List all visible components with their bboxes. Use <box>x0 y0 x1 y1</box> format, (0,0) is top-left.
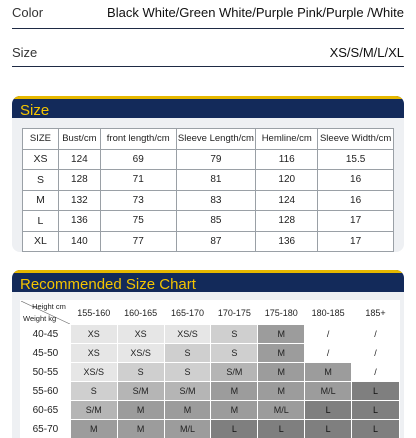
size-label: Size <box>12 44 38 60</box>
recommended-size-cell: M <box>211 382 258 401</box>
recommended-size-cell: XS/S <box>70 363 117 382</box>
size-table-header-row <box>23 129 394 150</box>
recommended-size-cell: XS/S <box>164 325 211 344</box>
recommended-size-cell: M <box>258 325 305 344</box>
measurement-cell: 75 <box>100 211 176 232</box>
color-row <box>12 0 404 24</box>
size-divider <box>12 66 404 67</box>
size-table-header: Sleeve Width/cm <box>318 129 394 150</box>
corner-weight-label: Weight kg <box>23 314 57 323</box>
recommended-size-cell: S <box>70 382 117 401</box>
height-range-header: 185+ <box>352 301 400 325</box>
table-row <box>23 149 394 170</box>
recommended-size-cell: M <box>211 401 258 420</box>
recommended-size-cell: L <box>352 401 400 420</box>
height-range-header: 155-160 <box>70 301 117 325</box>
measurement-cell: 17 <box>318 211 394 232</box>
recommended-panel <box>12 270 404 438</box>
size-row <box>12 40 404 64</box>
recommended-size-cell: / <box>352 344 400 363</box>
measurement-cell: 77 <box>100 231 176 252</box>
table-row <box>21 344 400 363</box>
size-table-header: SIZE <box>23 129 59 150</box>
size-table <box>22 128 394 252</box>
table-row <box>21 363 400 382</box>
corner-height-label: Height cm <box>32 302 66 311</box>
size-cell: M <box>23 190 59 211</box>
size-cell: XL <box>23 231 59 252</box>
recommended-size-cell: S/M <box>117 382 164 401</box>
recommended-size-cell: S <box>164 344 211 363</box>
recommended-size-cell: S <box>211 344 258 363</box>
color-value: Black White/Green White/Purple Pink/Purple /White <box>107 4 404 20</box>
recommended-size-cell: S/M <box>70 401 117 420</box>
recommended-size-cell: / <box>352 363 400 382</box>
size-cell: S <box>23 170 59 191</box>
measurement-cell: 87 <box>176 231 256 252</box>
size-panel <box>12 96 404 252</box>
recommended-size-cell: / <box>305 325 352 344</box>
recommended-size-cell: XS <box>70 344 117 363</box>
size-table-header: Sleeve Length/cm <box>176 129 256 150</box>
measurement-cell: 116 <box>256 149 318 170</box>
recommended-size-cell: M <box>70 420 117 438</box>
weight-range-cell: 60-65 <box>21 401 71 420</box>
recommended-size-cell: M <box>305 363 352 382</box>
weight-range-cell: 55-60 <box>21 382 71 401</box>
measurement-cell: 16 <box>318 170 394 191</box>
measurement-cell: 120 <box>256 170 318 191</box>
recommended-size-cell: M/L <box>164 420 211 438</box>
measurement-cell: 16 <box>318 190 394 211</box>
recommended-size-cell: M <box>117 401 164 420</box>
measurement-cell: 128 <box>256 211 318 232</box>
color-divider <box>12 28 404 29</box>
size-table-header: Hemline/cm <box>256 129 318 150</box>
size-table-header: front length/cm <box>100 129 176 150</box>
weight-range-cell: 40-45 <box>21 325 71 344</box>
height-range-header: 160-165 <box>117 301 164 325</box>
size-panel-title: Size <box>12 96 404 118</box>
weight-range-cell: 50-55 <box>21 363 71 382</box>
measurement-cell: 81 <box>176 170 256 191</box>
color-label: Color <box>12 4 44 20</box>
recommended-panel-title: Recommended Size Chart <box>12 270 404 292</box>
height-range-header: 165-170 <box>164 301 211 325</box>
size-value: XS/S/M/L/XL <box>329 44 404 60</box>
measurement-cell: 79 <box>176 149 256 170</box>
measurement-cell: 15.5 <box>318 149 394 170</box>
measurement-cell: 71 <box>100 170 176 191</box>
table-row <box>21 420 400 438</box>
size-table-header: Bust/cm <box>58 129 100 150</box>
measurement-cell: 17 <box>318 231 394 252</box>
recommended-size-cell: M/L <box>305 382 352 401</box>
height-range-header: 170-175 <box>211 301 258 325</box>
height-range-header: 175-180 <box>258 301 305 325</box>
recommended-size-cell: XS <box>117 325 164 344</box>
table-row <box>21 401 400 420</box>
table-row <box>23 231 394 252</box>
recommended-size-cell: M <box>258 344 305 363</box>
recommended-size-cell: M/L <box>258 401 305 420</box>
recommended-size-cell: S/M <box>164 382 211 401</box>
recommended-size-cell: M <box>164 401 211 420</box>
measurement-cell: 85 <box>176 211 256 232</box>
recommended-size-cell: / <box>305 344 352 363</box>
measurement-cell: 73 <box>100 190 176 211</box>
recommended-size-cell: L <box>211 420 258 438</box>
recommended-header-row <box>21 301 400 325</box>
measurement-cell: 136 <box>256 231 318 252</box>
size-cell: XS <box>23 149 59 170</box>
table-row <box>21 325 400 344</box>
recommended-size-cell: M <box>258 382 305 401</box>
height-range-header: 180-185 <box>305 301 352 325</box>
recommended-size-cell: XS <box>70 325 117 344</box>
recommended-size-cell: S <box>211 325 258 344</box>
measurement-cell: 136 <box>58 211 100 232</box>
recommended-size-cell: M <box>117 420 164 438</box>
weight-range-cell: 65-70 <box>21 420 71 438</box>
recommended-size-cell: S <box>164 363 211 382</box>
recommended-size-cell: / <box>352 325 400 344</box>
measurement-cell: 132 <box>58 190 100 211</box>
recommended-size-cell: L <box>305 420 352 438</box>
measurement-cell: 69 <box>100 149 176 170</box>
table-row <box>23 211 394 232</box>
table-row <box>23 170 394 191</box>
height-weight-corner <box>21 301 71 325</box>
recommended-size-cell: L <box>352 420 400 438</box>
size-cell: L <box>23 211 59 232</box>
recommended-table <box>20 300 400 438</box>
recommended-size-cell: XS/S <box>117 344 164 363</box>
recommended-size-cell: L <box>258 420 305 438</box>
recommended-size-cell: S/M <box>211 363 258 382</box>
table-row <box>21 382 400 401</box>
measurement-cell: 128 <box>58 170 100 191</box>
recommended-size-cell: S <box>117 363 164 382</box>
recommended-size-cell: L <box>305 401 352 420</box>
measurement-cell: 124 <box>256 190 318 211</box>
measurement-cell: 83 <box>176 190 256 211</box>
recommended-size-cell: M <box>258 363 305 382</box>
measurement-cell: 140 <box>58 231 100 252</box>
table-row <box>23 190 394 211</box>
weight-range-cell: 45-50 <box>21 344 71 363</box>
recommended-size-cell: L <box>352 382 400 401</box>
measurement-cell: 124 <box>58 149 100 170</box>
